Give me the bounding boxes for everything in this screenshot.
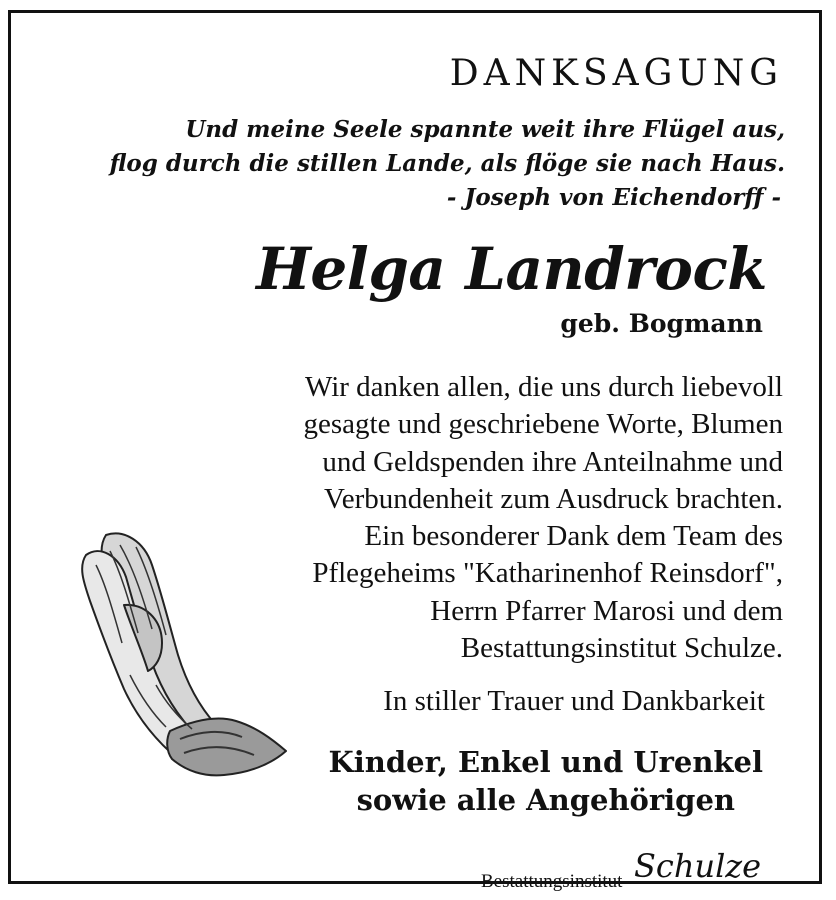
message-line: Wir danken allen, die uns durch liebevoll [305, 371, 783, 403]
obituary-frame [8, 10, 822, 892]
thank-you-message [303, 369, 783, 667]
mourners-line: Kinder, Enkel und Urenkel [328, 745, 763, 779]
message-line: Ein besonderer Dank dem Team des [364, 520, 783, 553]
quote-line: Und meine Seele spannte weit ihre Flügel aus, [185, 116, 785, 143]
mourners [329, 743, 763, 819]
message-line: Bestattungsinstitut Schulze. [460, 632, 783, 665]
birth-name: geb. Bogmann [560, 309, 763, 338]
message-line: und Geldspenden ihre Anteilnahme und [322, 445, 783, 478]
funeral-home-signature [481, 845, 762, 893]
heading: DANKSAGUNG [449, 53, 783, 94]
praying-hands-icon [66, 525, 306, 784]
quote-author: - Joseph von Eichendorff - [446, 184, 781, 211]
funeral-home-logo [632, 845, 762, 887]
message-line: Herrn Pfarrer Marosi und dem [430, 594, 783, 627]
funeral-home-label: Bestattungsinstitut [481, 871, 623, 892]
mourners-line: sowie alle Angehörigen [356, 783, 735, 817]
message-line: Verbundenheit zum Ausdruck brachten. [323, 482, 783, 515]
quote [110, 113, 785, 215]
svg-text:Schulze: Schulze [634, 847, 762, 885]
message-line: gesagte und geschriebene Worte, Blumen [303, 408, 783, 441]
message-line: Pflegeheims "Katharinenhof Reinsdorf", [312, 557, 783, 590]
closing-line: In stiller Trauer und Dankbarkeit [383, 685, 765, 717]
quote-line: flog durch die stillen Lande, als flöge sie nach Haus. [109, 150, 785, 177]
deceased-name: Helga Landrock [256, 235, 767, 303]
